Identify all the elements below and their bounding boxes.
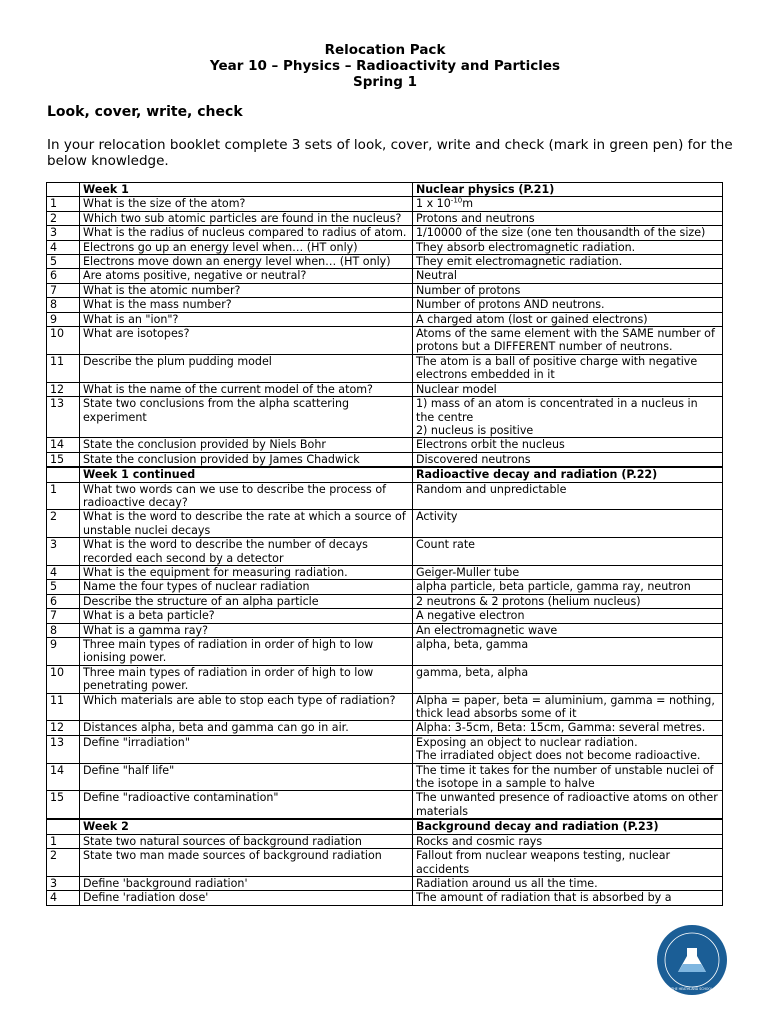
answer-text: Atoms of the same element with the SAME number of protons but a DIFFERENT number of neutrons.	[416, 327, 715, 354]
answer-text: Radiation around us all the time.	[416, 876, 598, 890]
answer-text-line2: The irradiated object does not become radioactive.	[416, 749, 701, 763]
answer-cell	[413, 482, 723, 510]
answer-unit: m	[462, 197, 474, 211]
table-row	[47, 312, 723, 326]
question-cell: State two natural sources of background radiation	[80, 834, 413, 848]
row-number: 4	[47, 565, 80, 579]
answer-text: Count rate	[416, 538, 476, 552]
answer-text: 2 neutrons & 2 protons (helium nucleus)	[416, 594, 641, 608]
section-heading-cell: Radioactive decay and radiation (P.22)	[413, 467, 723, 482]
table-row	[47, 211, 723, 225]
question-cell: What are isotopes?	[80, 327, 413, 355]
question-cell: What two words can we use to describe the process of radioactive decay?	[80, 482, 413, 510]
row-number: 10	[47, 665, 80, 693]
table-row	[47, 197, 723, 211]
logo-text: THE HEATHLAND SCHOOL	[671, 987, 713, 991]
row-number: 11	[47, 693, 80, 721]
answer-cell	[413, 580, 723, 594]
answer-text: Number of protons	[416, 283, 521, 297]
answer-text: Rocks and cosmic rays	[416, 834, 543, 848]
section-title: Look, cover, write, check	[47, 104, 243, 120]
section-header-row	[47, 819, 723, 834]
question-cell: State two conclusions from the alpha scattering experiment	[80, 397, 413, 438]
question-cell: Are atoms positive, negative or neutral?	[80, 269, 413, 283]
table-row	[47, 397, 723, 438]
row-number: 15	[47, 791, 80, 819]
answer-cell	[413, 721, 723, 735]
answer-text: Geiger-Muller tube	[416, 565, 520, 579]
answer-text: A charged atom (lost or gained electrons)	[416, 312, 648, 326]
table-row	[47, 269, 723, 283]
answer-cell	[413, 269, 723, 283]
answer-text: Fallout from nuclear weapons testing, nuclear accidents	[416, 849, 671, 876]
question-cell: Define "radioactive contamination"	[80, 791, 413, 819]
answer-cell	[413, 638, 723, 666]
answer-cell	[413, 510, 723, 538]
answer-cell	[413, 240, 723, 254]
table-row	[47, 721, 723, 735]
row-number: 2	[47, 211, 80, 225]
question-cell: What is the atomic number?	[80, 283, 413, 297]
answer-exponent: -10	[450, 196, 463, 205]
answer-cell	[413, 693, 723, 721]
answer-text: A negative electron	[416, 609, 525, 623]
answer-cell	[413, 891, 723, 905]
answer-cell	[413, 283, 723, 297]
row-number: 4	[47, 240, 80, 254]
row-number: 13	[47, 735, 80, 763]
answer-cell	[413, 735, 723, 763]
answer-text: Protons and neutrons	[416, 211, 535, 225]
row-number: 13	[47, 397, 80, 438]
section-number-cell	[47, 183, 80, 197]
row-number: 3	[47, 538, 80, 566]
school-logo	[654, 924, 730, 996]
answer-text: Discovered neutrons	[416, 452, 531, 466]
section-header-row	[47, 467, 723, 482]
row-number: 14	[47, 438, 80, 452]
answer-text: Exposing an object to nuclear radiation.	[416, 735, 638, 749]
answer-text: alpha, beta, gamma	[416, 638, 529, 651]
table-row	[47, 283, 723, 297]
table-row	[47, 763, 723, 791]
answer-text: Nuclear model	[416, 382, 497, 396]
table-row	[47, 876, 723, 890]
answer-cell	[413, 565, 723, 579]
table-row	[47, 482, 723, 510]
table-row	[47, 510, 723, 538]
section-title-cell: Week 1	[80, 183, 413, 197]
document-header	[0, 42, 770, 90]
answer-text: They emit electromagnetic radiation.	[416, 255, 623, 269]
answer-text: 1 x 10	[416, 197, 451, 211]
question-cell: Which two sub atomic particles are found in the nucleus?	[80, 211, 413, 225]
answer-text: They absorb electromagnetic radiation.	[416, 240, 636, 254]
table-row	[47, 226, 723, 240]
answer-text: Alpha = paper, beta = aluminium, gamma = nothing, thick lead absorbs some of it	[416, 693, 715, 721]
row-number: 1	[47, 834, 80, 848]
section-number-cell	[47, 819, 80, 834]
table-row	[47, 693, 723, 721]
section-header-row	[47, 183, 723, 197]
answer-text: Random and unpredictable	[416, 482, 567, 496]
answer-text: The atom is a ball of positive charge with negative electrons embedded in it	[416, 354, 698, 382]
answer-cell	[413, 255, 723, 269]
answer-text: Activity	[416, 510, 458, 524]
section-heading-cell: Nuclear physics (P.21)	[413, 183, 723, 197]
table-row	[47, 240, 723, 254]
question-cell: Describe the plum pudding model	[80, 354, 413, 382]
question-cell: What is the radius of nucleus compared to radius of atom.	[80, 226, 413, 240]
question-cell: What is a beta particle?	[80, 609, 413, 623]
answer-text: An electromagnetic wave	[416, 623, 558, 637]
question-cell: What is a gamma ray?	[80, 623, 413, 637]
table-row	[47, 891, 723, 905]
answer-cell	[413, 834, 723, 848]
row-number: 1	[47, 197, 80, 211]
answer-text: 1/10000 of the size (one ten thousandth of the size)	[416, 226, 706, 240]
question-cell: State the conclusion provided by Niels Bohr	[80, 438, 413, 452]
answer-cell	[413, 438, 723, 452]
answer-cell	[413, 763, 723, 791]
row-number: 5	[47, 580, 80, 594]
answer-cell	[413, 312, 723, 326]
question-cell: What is the size of the atom?	[80, 197, 413, 211]
table-row	[47, 735, 723, 763]
answer-text: alpha particle, beta particle, gamma ray, neutron	[416, 580, 691, 594]
row-number: 7	[47, 609, 80, 623]
answer-cell	[413, 327, 723, 355]
answer-text: The unwanted presence of radioactive atoms on other materials	[416, 791, 718, 818]
question-cell: What is the word to describe the number of decays recorded each second by a detector	[80, 538, 413, 566]
answer-text: Electrons orbit the nucleus	[416, 438, 565, 452]
answer-cell	[413, 665, 723, 693]
answer-cell	[413, 298, 723, 312]
answer-cell	[413, 791, 723, 819]
row-number: 6	[47, 594, 80, 608]
table-row	[47, 452, 723, 467]
question-cell: What is the equipment for measuring radiation.	[80, 565, 413, 579]
question-cell: State the conclusion provided by James Chadwick	[80, 452, 413, 467]
question-cell: Which materials are able to stop each type of radiation?	[80, 693, 413, 721]
answer-text-line2: 2) nucleus is positive	[416, 423, 534, 437]
answer-cell	[413, 382, 723, 396]
question-cell: Define 'radiation dose'	[80, 891, 413, 905]
row-number: 8	[47, 298, 80, 312]
row-number: 3	[47, 226, 80, 240]
question-cell: Define "irradiation"	[80, 735, 413, 763]
header-title: Relocation Pack	[324, 42, 446, 58]
answer-cell	[413, 594, 723, 608]
row-number: 10	[47, 327, 80, 355]
row-number: 11	[47, 354, 80, 382]
row-number: 2	[47, 510, 80, 538]
row-number: 15	[47, 452, 80, 467]
question-cell: Name the four types of nuclear radiation	[80, 580, 413, 594]
table-row	[47, 255, 723, 269]
answer-cell	[413, 623, 723, 637]
answer-cell	[413, 397, 723, 438]
header-term: Spring 1	[352, 74, 418, 90]
row-number: 2	[47, 849, 80, 877]
answer-text: The amount of radiation that is absorbed by a	[416, 891, 672, 905]
row-number: 14	[47, 763, 80, 791]
table-row	[47, 538, 723, 566]
header-subtitle: Year 10 – Physics – Radioactivity and Particles	[209, 58, 561, 74]
answer-text: Neutral	[416, 269, 457, 283]
table-row	[47, 580, 723, 594]
section-title-cell: Week 2	[80, 819, 413, 834]
question-cell: What is the name of the current model of the atom?	[80, 382, 413, 396]
answer-cell	[413, 211, 723, 225]
question-cell: What is an "ion"?	[80, 312, 413, 326]
question-cell: Three main types of radiation in order of high to low ionising power.	[80, 638, 413, 666]
answer-cell	[413, 226, 723, 240]
table-row	[47, 298, 723, 312]
answer-text: Number of protons AND neutrons.	[416, 298, 605, 312]
section-title-cell: Week 1 continued	[80, 467, 413, 482]
answer-text: Alpha: 3-5cm, Beta: 15cm, Gamma: several metres.	[416, 721, 706, 735]
answer-text: 1) mass of an atom is concentrated in a nucleus in the centre	[416, 397, 698, 424]
row-number: 1	[47, 482, 80, 510]
answer-text: The time it takes for the number of unstable nuclei of the isotope in a sample to halve	[416, 763, 714, 791]
table-row	[47, 665, 723, 693]
answer-cell	[413, 876, 723, 890]
row-number: 8	[47, 623, 80, 637]
answer-cell	[413, 354, 723, 382]
question-cell: Distances alpha, beta and gamma can go in air.	[80, 721, 413, 735]
row-number: 5	[47, 255, 80, 269]
question-cell: Electrons go up an energy level when… (HT only)	[80, 240, 413, 254]
row-number: 12	[47, 382, 80, 396]
question-cell: What is the word to describe the rate at which a source of unstable nuclei decays	[80, 510, 413, 538]
row-number: 9	[47, 312, 80, 326]
table-row	[47, 594, 723, 608]
row-number: 7	[47, 283, 80, 297]
answer-cell	[413, 609, 723, 623]
table-row	[47, 382, 723, 396]
knowledge-table	[46, 182, 723, 906]
table-row	[47, 609, 723, 623]
table-row	[47, 438, 723, 452]
answer-cell	[413, 197, 723, 211]
row-number: 3	[47, 876, 80, 890]
row-number: 4	[47, 891, 80, 905]
question-cell: Define 'background radiation'	[80, 876, 413, 890]
table-row	[47, 565, 723, 579]
question-cell: What is the mass number?	[80, 298, 413, 312]
table-row	[47, 623, 723, 637]
intro-text: In your relocation booklet complete 3 sets of look, cover, write and check (mark in green pen) for the below knowledge.	[47, 137, 733, 169]
answer-cell	[413, 452, 723, 467]
question-cell: Electrons move down an energy level when… (HT only)	[80, 255, 413, 269]
question-cell: Define "half life"	[80, 763, 413, 791]
answer-cell	[413, 538, 723, 566]
table-row	[47, 354, 723, 382]
row-number: 6	[47, 269, 80, 283]
table-row	[47, 834, 723, 848]
table-row	[47, 849, 723, 877]
question-cell: Three main types of radiation in order of high to low penetrating power.	[80, 665, 413, 693]
section-heading-cell: Background decay and radiation (P.23)	[413, 819, 723, 834]
table-row	[47, 327, 723, 355]
row-number: 9	[47, 638, 80, 666]
question-cell: Describe the structure of an alpha particle	[80, 594, 413, 608]
row-number: 12	[47, 721, 80, 735]
table-row	[47, 638, 723, 666]
section-number-cell	[47, 467, 80, 482]
answer-cell	[413, 849, 723, 877]
question-cell: State two man made sources of background radiation	[80, 849, 413, 877]
table-row	[47, 791, 723, 819]
answer-text: gamma, beta, alpha	[416, 665, 529, 679]
